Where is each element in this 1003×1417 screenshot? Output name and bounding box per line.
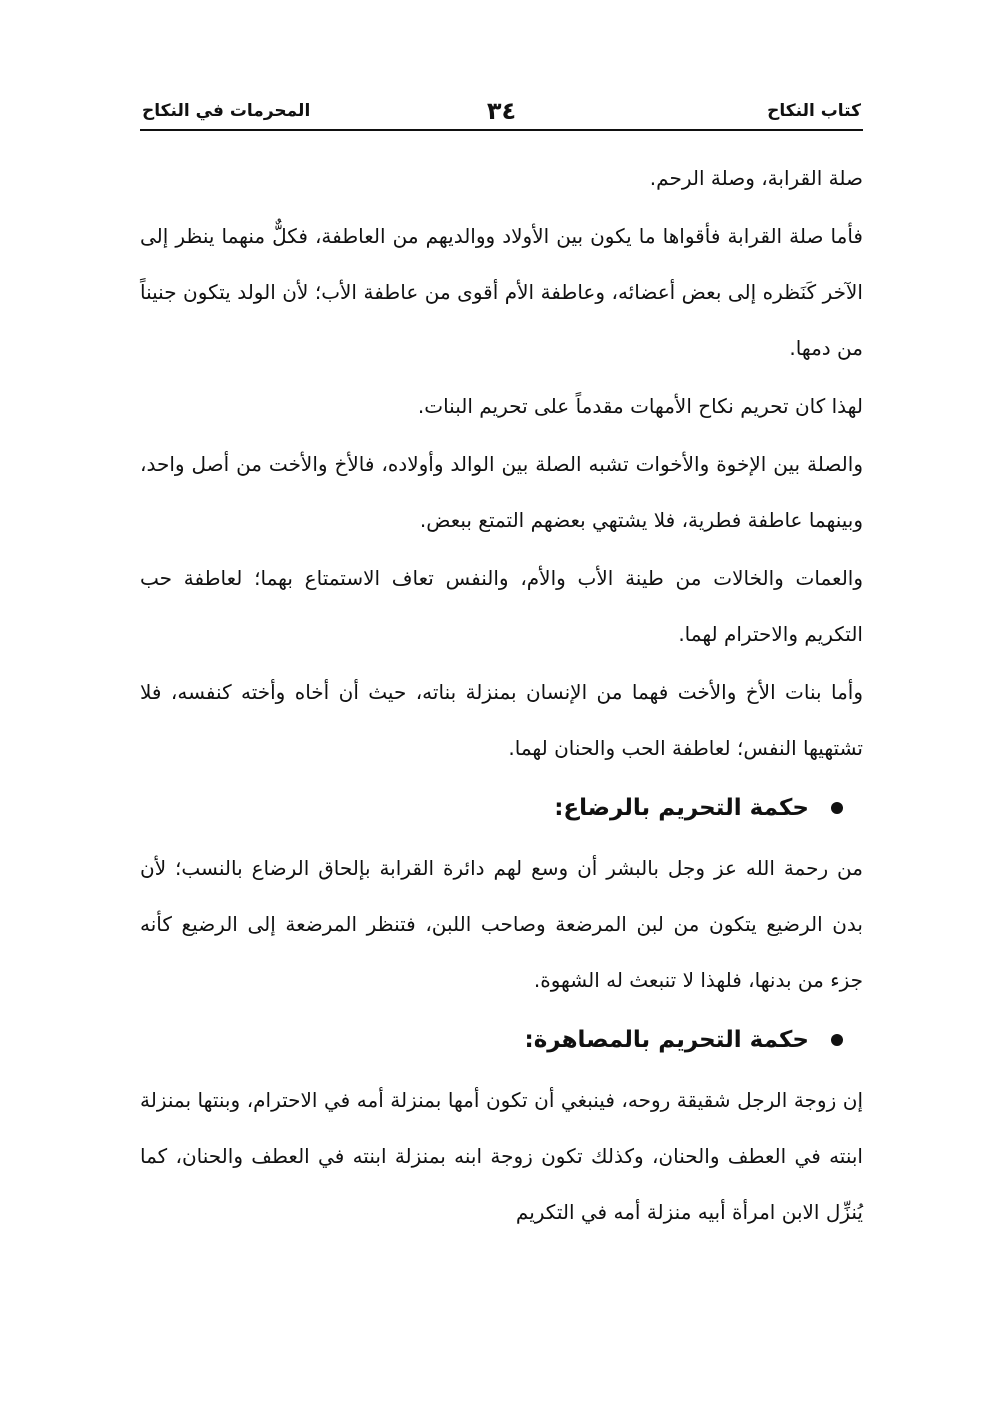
book-title: كتاب النكاح — [767, 101, 861, 121]
section-heading-nursing — [140, 778, 863, 838]
section-heading-marriage-relations — [140, 1010, 863, 1070]
running-header — [140, 96, 863, 128]
section-heading-nursing-text: حكمة التحريم بالرضاع: — [554, 795, 809, 821]
paragraph-siblings: والصلة بين الإخوة والأخوات تشبه الصلة بين الوالد وأولاده، فالأخ والأخت من أصل واحد، وبينهما عاطفة فطرية، فلا يشتهي بعضهم التمتع ببعض. — [140, 452, 863, 532]
paragraph-mothers-before-daughters: لهذا كان تحريم نكاح الأمهات مقدماً على تحريم البنات. — [417, 394, 863, 418]
paragraph-aunts: والعمات والخالات من طينة الأب والأم، والنفس تعاف الاستمتاع بهما؛ لعاطفة حب التكريم والاحترام لهما. — [140, 566, 863, 646]
paragraph-kinship-intro: صلة القرابة، وصلة الرحم. — [649, 166, 863, 190]
section-heading-marriage-relations-text: حكمة التحريم بالمصاهرة: — [524, 1027, 809, 1053]
bullet-icon — [831, 802, 843, 814]
chapter-title: المحرمات في النكاح — [142, 101, 311, 121]
page-body — [140, 150, 863, 1242]
paragraph-parents-children: فأما صلة القرابة فأقواها ما يكون بين الأولاد ووالديهم من العاطفة، فكلٌّ منهما ينظر إلى الآخر كَنَظره إلى بعض أعضائه، وعاطفة الأم أقوى من عاطفة الأب؛ لأن الولد يتكون جنيناً من دمها. — [140, 224, 863, 360]
header-divider — [140, 129, 863, 131]
paragraph-marriage-relations: إن زوجة الرجل شقيقة روحه، فينبغي أن تكون أمها بمنزلة أمه في الاحترام، وبنتها بمنزلة ابنته في العطف والحنان، وكذلك تكون زوجة ابنه بمنزلة ابنته في العطف والحنان، كما يُنزِّل الابن امرأة أبيه منزلة أمه في التكريم — [140, 1088, 863, 1224]
page-number: ٣٤ — [486, 97, 517, 125]
bullet-icon — [831, 1034, 843, 1046]
paragraph-nursing: من رحمة الله عز وجل بالبشر أن وسع لهم دائرة القرابة بإلحاق الرضاع بالنسب؛ لأن بدن الرضيع يتكون من لبن المرضعة وصاحب اللبن، فتنظر المرضعة إلى الرضيع كأنه جزء من بدنها، فلهذا لا تنبعث له الشهوة. — [140, 856, 863, 992]
paragraph-nieces: وأما بنات الأخ والأخت فهما من الإنسان بمنزلة بناته، حيث أن أخاه وأخته كنفسه، فلا تشتهيها النفس؛ لعاطفة الحب والحنان لهما. — [140, 680, 863, 760]
